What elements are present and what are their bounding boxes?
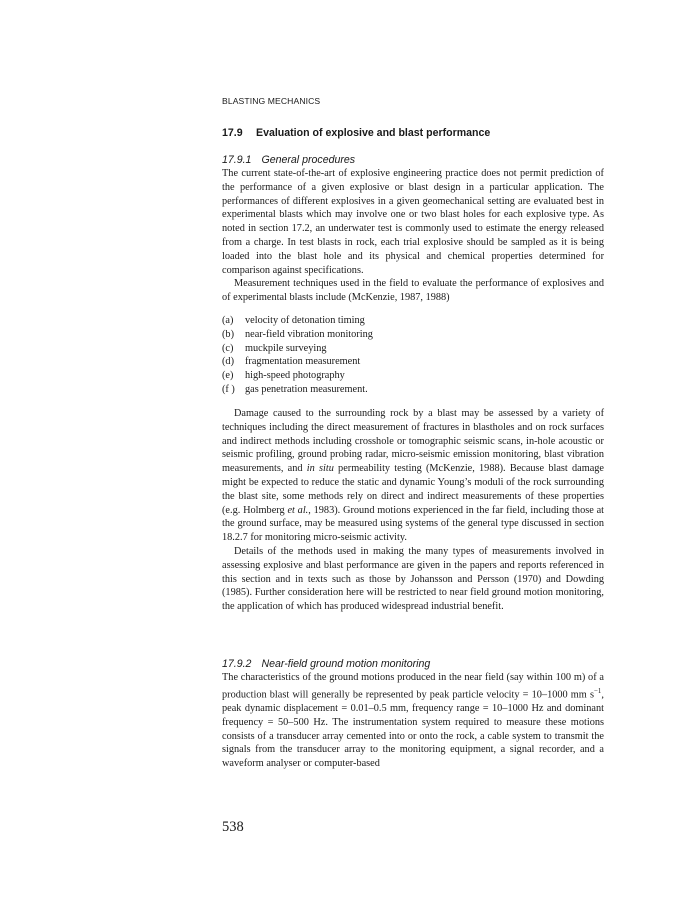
list-marker: (b): [222, 328, 235, 340]
list-marker: (e): [222, 370, 234, 382]
list-marker: (a): [222, 315, 234, 326]
subsection-number: 17.9.2: [222, 658, 252, 670]
section-heading: [222, 127, 490, 139]
list-text: muckpile surveying: [245, 342, 327, 354]
damage-assessment-text: [222, 407, 604, 614]
running-head: BLASTING MECHANICS: [222, 96, 321, 106]
section-title: Evaluation of explosive and blast performance: [256, 127, 491, 139]
list-item: [222, 314, 604, 328]
list-text: fragmentation measurement: [245, 356, 361, 368]
superscript: −1: [593, 686, 602, 695]
measurement-techniques-list: [222, 314, 604, 397]
page-number: 538: [222, 819, 244, 835]
list-item: [222, 383, 604, 397]
general-procedures-text: [222, 167, 604, 305]
text-run: The characteristics of the ground motions produced in the near field (say within 100 m) of a production blast will generally be represented by peak particle velocity = 10–1000 mm s: [222, 672, 604, 701]
list-item: [222, 355, 604, 369]
near-field-text: [222, 671, 604, 771]
text-run: , peak dynamic displacement = 0.01–0.5 mm, frequency range = 10–1000 Hz and dominant frequency = 50–500 Hz. The instrumentation system required to measure these motions consists of a transducer array cemented into or onto the rock, a cable system to transmit the signals from the transducer array to the monitoring equipment, a signal recorder, and a waveform analyser or computer-based: [222, 689, 604, 770]
italic-term: et al.: [287, 504, 309, 516]
subsection-heading-general-procedures: [222, 154, 355, 166]
list-text: gas penetration measurement.: [245, 383, 368, 395]
list-marker: (c): [222, 342, 234, 354]
list-item: [222, 328, 604, 342]
list-marker: (f ): [222, 383, 235, 395]
list-text: near-field vibration monitoring: [245, 328, 373, 340]
paragraph: [222, 407, 604, 545]
paragraph: Measurement techniques used in the field to evaluate the performance of explosives and of experimental blasts include (McKenzie, 1987, 1988): [222, 278, 604, 304]
italic-term: in situ: [306, 463, 334, 475]
list-item: [222, 342, 604, 356]
list-text: high-speed photography: [245, 370, 345, 382]
paragraph: [222, 671, 604, 771]
text-run: Damage caused to the surrounding rock by a blast may be assessed by a variety of techniques including the direct measurement of fractures in blastholes and on rock surfaces and indirect methods including crosshole or tomographic seismic scans, in-hole acoustic or seismic profiling, ground probing radar, micro-seismic emission monitoring, blast vibration measurements, and: [222, 408, 604, 475]
section-number: 17.9: [222, 127, 243, 139]
text-run: permeability testing (McKenzie, 1988). Because blast damage might be expected to reduce the static and dynamic Young’s moduli of the rock surrounding the blast site, some methods rely on direct and indirect measurements of these properties (e.g. Holmberg: [222, 463, 604, 516]
list-item: [222, 369, 604, 383]
text-run: , 1983). Ground motions experienced in the far field, including those at the ground surface, may be measured using systems of the general type discussed in section 18.2.7 for monitoring micro-seismic activity.: [222, 504, 605, 544]
list-text: velocity of detonation timing: [245, 315, 365, 326]
subsection-heading-near-field: [222, 658, 430, 670]
subsection-title: Near-field ground motion monitoring: [261, 658, 431, 670]
list-marker: (d): [222, 356, 235, 368]
subsection-number: 17.9.1: [222, 154, 252, 166]
paragraph: Details of the methods used in making the many types of measurements involved in assessing explosive and blast performance are given in the papers and reports referenced in this section and in texts such as those by Johansson and Persson (1970) and Dowding (1985). Further consideration here will be restricted to near field ground motion monitoring, the application of which has produced widespread industrial benefit.: [222, 545, 604, 613]
subsection-title: General procedures: [261, 154, 356, 166]
paragraph: The current state-of-the-art of explosive engineering practice does not permit prediction of the performance of a given explosive or blast design in a particular application. The performances of different explosives in a given geomechanical setting are evaluated best in experimental blasts which may involve one or two blast holes for each explosive type. As noted in section 17.2, an underwater test is commonly used to estimate the energy released from a charge. In test blasts in rock, each trial explosive should be sampled as it is being loaded into the blast hole and its physical and chemical properties determined for comparison against specifications.: [222, 168, 604, 276]
